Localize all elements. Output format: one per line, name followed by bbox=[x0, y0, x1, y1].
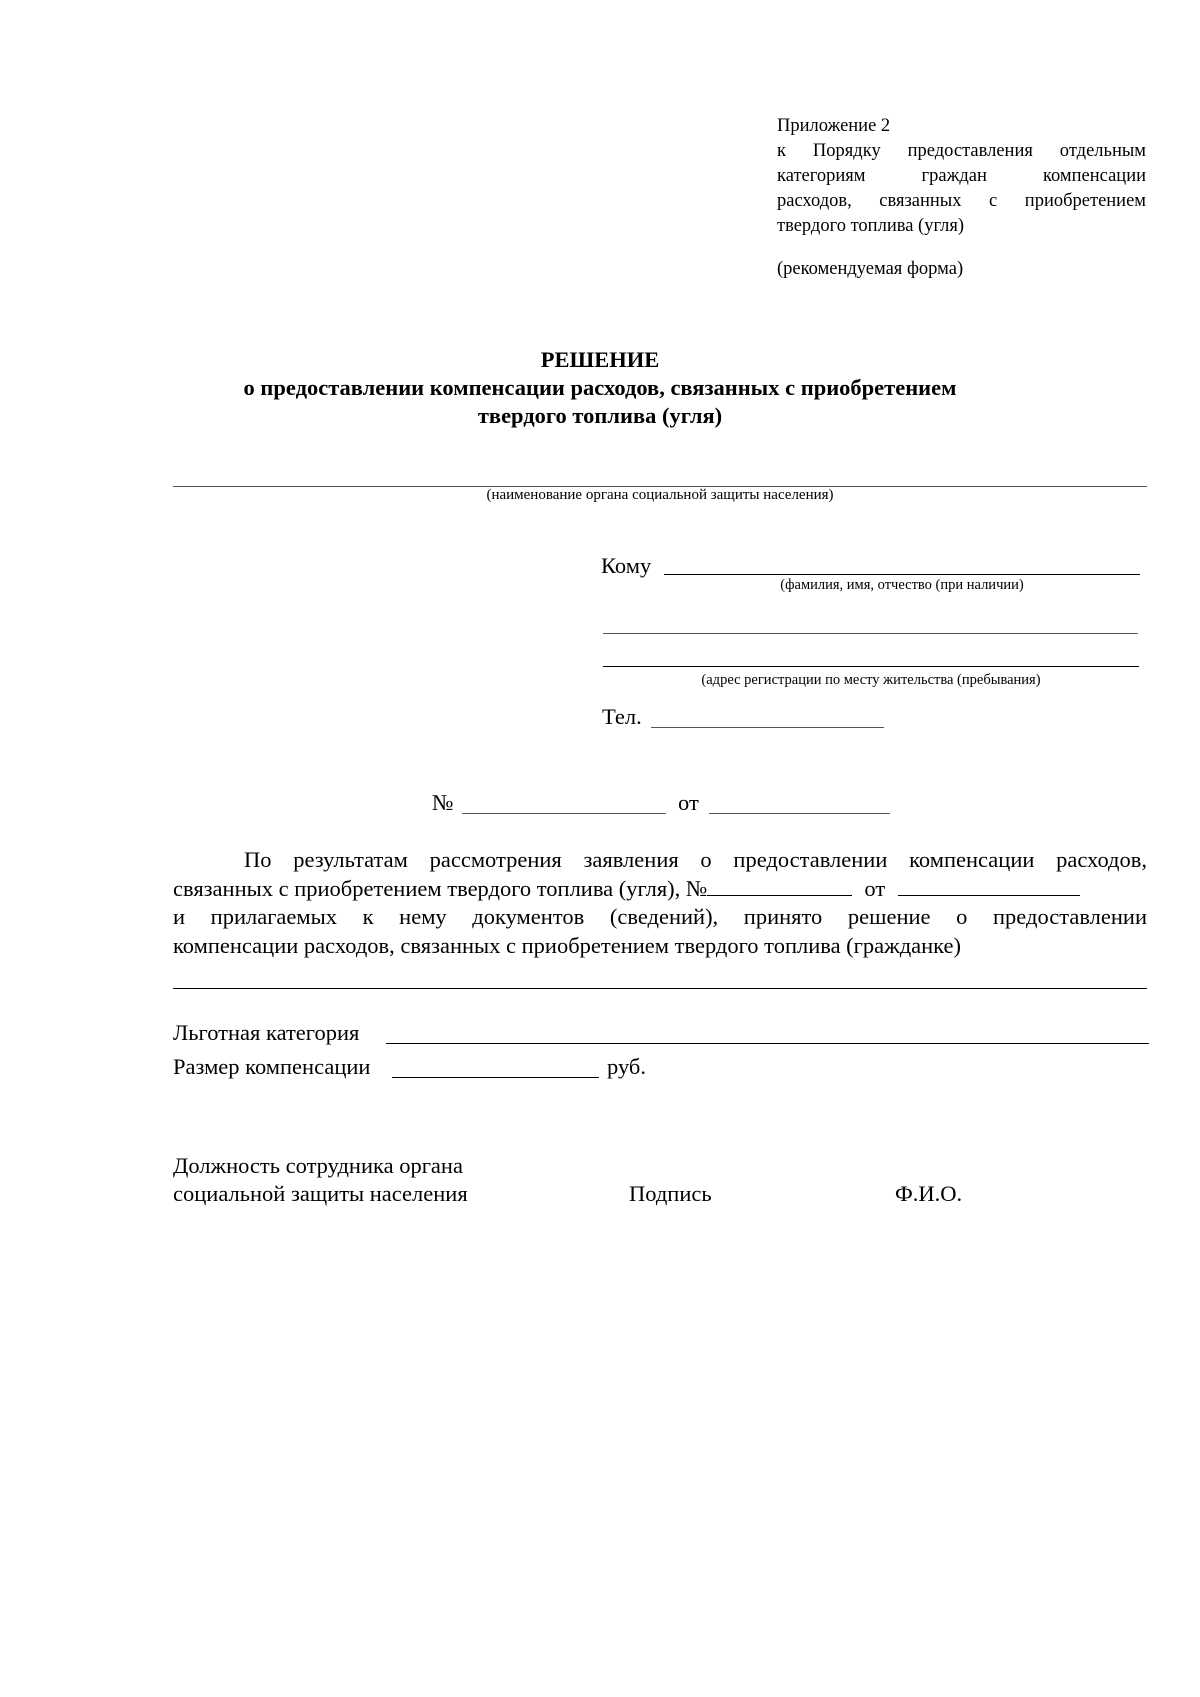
application-number-field[interactable] bbox=[707, 875, 852, 896]
phone-label: Тел. bbox=[602, 704, 642, 729]
citizen-name-field[interactable] bbox=[173, 988, 1147, 989]
currency-label: руб. bbox=[607, 1054, 646, 1079]
body-line: и прилагаемых к нему документов (сведений), принято решение о предоставлении bbox=[173, 904, 1147, 929]
document-title: РЕШЕНИЕ bbox=[540, 347, 660, 372]
date-label: от bbox=[678, 790, 699, 815]
annex-text-line: категориям граждан компенсации bbox=[777, 166, 1146, 186]
application-date-field[interactable] bbox=[898, 875, 1080, 896]
body-line: По результатам рассмотрения заявления о предоставлении компенсации расходов, bbox=[244, 847, 1147, 872]
amount-label: Размер компенсации bbox=[173, 1054, 371, 1079]
from-label: от bbox=[864, 875, 886, 901]
recipient-name-field[interactable] bbox=[664, 574, 1140, 575]
full-name-label: Ф.И.О. bbox=[895, 1181, 963, 1206]
authority-caption: (наименование органа социальной защиты населения) bbox=[486, 487, 834, 503]
signature-label: Подпись bbox=[629, 1181, 712, 1206]
decision-number-field[interactable] bbox=[462, 813, 666, 814]
annex-text-line: к Порядку предоставления отдельным bbox=[777, 141, 1146, 161]
category-field[interactable] bbox=[386, 1043, 1149, 1044]
decision-date-field[interactable] bbox=[709, 813, 890, 814]
position-label-cont: социальной защиты населения bbox=[173, 1181, 468, 1206]
amount-field[interactable] bbox=[392, 1077, 599, 1078]
address-field-line[interactable] bbox=[603, 666, 1139, 667]
annex-header bbox=[777, 114, 1146, 282]
category-label: Льготная категория bbox=[173, 1020, 360, 1045]
number-sign: № bbox=[432, 790, 454, 815]
body-line: компенсации расходов, связанных с приобретением твердого топлива (гражданке) bbox=[173, 932, 962, 958]
phone-field[interactable] bbox=[651, 727, 884, 728]
body-line-text: связанных с приобретением твердого топлива (угля), № bbox=[173, 875, 708, 901]
body-line-with-fields bbox=[173, 875, 1147, 904]
document-subtitle: о предоставлении компенсации расходов, связанных с приобретением bbox=[243, 375, 957, 400]
name-caption: (фамилия, имя, отчество (при наличии) bbox=[780, 577, 1024, 593]
annex-text-line: твердого топлива (угля) bbox=[777, 216, 965, 236]
form-note: (рекомендуемая форма) bbox=[777, 259, 964, 279]
document-subtitle-cont: твердого топлива (угля) bbox=[477, 403, 723, 428]
body-paragraph bbox=[173, 846, 1147, 960]
position-label: Должность сотрудника органа bbox=[173, 1153, 463, 1178]
address-caption: (адрес регистрации по месту жительства (пребывания) bbox=[701, 672, 1041, 688]
to-label: Кому bbox=[601, 553, 652, 578]
annex-text-line: расходов, связанных с приобретением bbox=[777, 191, 1146, 211]
address-field-line[interactable] bbox=[603, 633, 1138, 634]
annex-number: Приложение 2 bbox=[777, 116, 891, 136]
